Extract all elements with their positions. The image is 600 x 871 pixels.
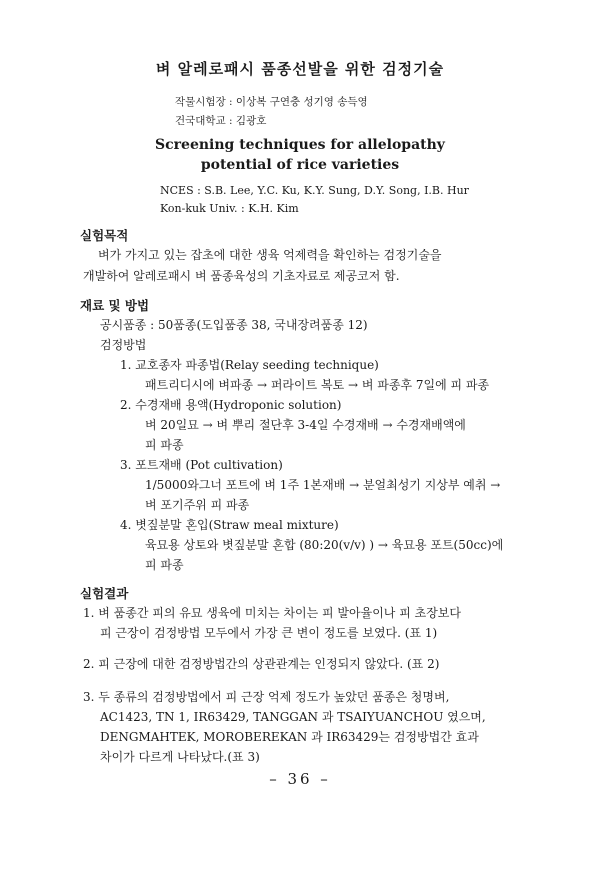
- method-2-line-1: 벼 20일묘 → 벼 뿌리 절단후 3-4일 수경재배 → 수경재배액에: [145, 418, 466, 432]
- title-english-line-2: potential of rice varieties: [200, 157, 400, 173]
- methods-label: 검정방법: [100, 338, 147, 352]
- method-4-title: 4. 볏짚분말 혼입(Straw meal mixture): [120, 518, 339, 532]
- method-2-line-2: 피 파종: [145, 438, 184, 452]
- affiliation-ko-2: 건국대학교 : 김광호: [175, 115, 267, 127]
- result-3-line-3: DENGMAHTEK, MOROBEREKAN 과 IR63429는 검정방법간 효과: [100, 730, 479, 744]
- result-3-line-2: AC1423, TN 1, IR63429, TANGGAN 과 TSAIYUANCHOU 였으며,: [100, 710, 486, 724]
- affiliation-en-1: NCES : S.B. Lee, Y.C. Ku, K.Y. Sung, D.Y. Song, I.B. Hur: [160, 184, 469, 197]
- result-3-line-1: 3. 두 종류의 검정방법에서 피 근장 억제 정도가 높았던 품종은 청명벼,: [83, 690, 450, 704]
- method-3-title: 3. 포트재배 (Pot cultivation): [120, 458, 283, 472]
- method-1-line-1: 패트리디시에 벼파종 → 퍼라이트 복토 → 벼 파종후 7일에 피 파종: [145, 378, 490, 392]
- objective-line-1: 벼가 가지고 있는 잡초에 대한 생육 억제력을 확인하는 검정기술을: [98, 248, 442, 262]
- method-3-line-1: 1/5000와그너 포트에 벼 1주 1본재배 → 분얼최성기 지상부 예취 →: [145, 478, 501, 492]
- method-4-line-1: 육묘용 상토와 볏짚분말 혼합 (80:20(v/v) ) → 육묘용 포트(50cc)에: [145, 538, 504, 552]
- title-korean: 벼 알레로패시 품종선발을 위한 검정기술: [155, 60, 445, 78]
- result-1-line-1: 1. 벼 품종간 피의 유묘 생육에 미치는 차이는 피 발아율이나 피 초장보다: [83, 606, 461, 620]
- objective-line-2: 개발하여 알레로패시 벼 품종육성의 기초자료로 제공코저 함.: [83, 269, 400, 283]
- section-heading-materials: 재료 및 방법: [80, 298, 150, 313]
- section-heading-objective: 실험목적: [80, 228, 129, 243]
- method-2-title: 2. 수경재배 용액(Hydroponic solution): [120, 398, 342, 412]
- result-2-line-1: 2. 피 근장에 대한 검정방법간의 상관관계는 인정되지 않았다. (표 2): [83, 657, 440, 671]
- title-english-line-1: Screening techniques for allelopathy: [155, 137, 445, 153]
- method-1-title: 1. 교호종자 파종법(Relay seeding technique): [120, 358, 379, 372]
- affiliation-ko-1: 작물시험장 : 이상복 구연충 성기영 송득영: [175, 96, 368, 108]
- test-varieties: 공시품종 : 50품종(도입품종 38, 국내장려품종 12): [100, 318, 368, 332]
- method-4-line-2: 피 파종: [145, 558, 184, 572]
- section-heading-results: 실험결과: [80, 586, 129, 601]
- method-3-line-2: 벼 포기주위 피 파종: [145, 498, 250, 512]
- result-1-line-2: 피 근장이 검정방법 모두에서 가장 큰 변이 정도를 보였다. (표 1): [100, 626, 438, 640]
- result-3-line-4: 차이가 다르게 나타났다.(표 3): [100, 750, 260, 764]
- page-number: – 36 –: [269, 770, 331, 788]
- affiliation-en-2: Kon-kuk Univ. : K.H. Kim: [160, 202, 299, 215]
